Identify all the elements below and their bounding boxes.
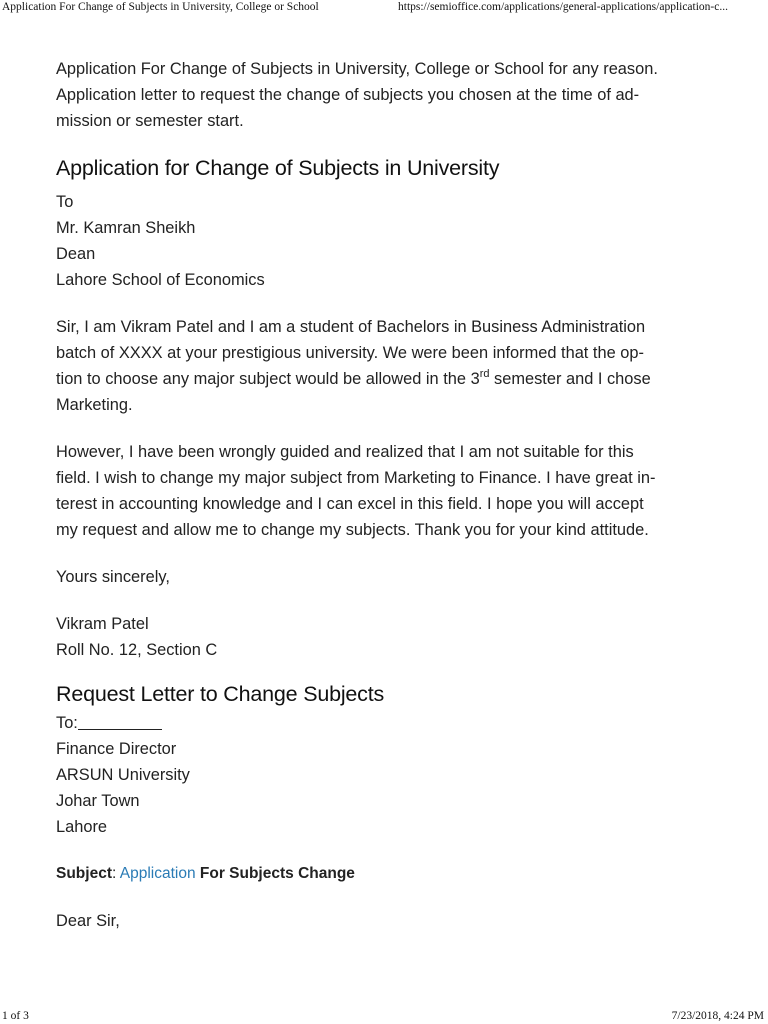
letter1-signature (56, 611, 716, 663)
address-line: Johar Town (56, 792, 140, 810)
body-line: semester and I chose (489, 370, 651, 388)
letter1-closing: Yours sincerely, (56, 568, 170, 586)
address-line: Finance Director (56, 740, 177, 758)
recipient-blank-line (78, 711, 162, 730)
body-line: terest in accounting knowledge and I can excel in this field. I hope you will accept (56, 495, 644, 513)
address-line: Lahore School of Economics (56, 271, 265, 289)
body-line: However, I have been wrongly guided and realized that I am not suitable for this (56, 443, 634, 461)
ordinal-superscript: rd (479, 368, 490, 380)
subject-application-link[interactable]: Application (119, 865, 196, 882)
signature-roll: Roll No. 12, Section C (56, 641, 218, 659)
to-label: To: (56, 714, 78, 732)
body-line: Sir, I am Vikram Patel and I am a student of Bachelors in Business Administration (56, 318, 646, 336)
letter2-address (56, 710, 716, 840)
article-content (56, 56, 716, 934)
intro-line: Application letter to request the change of subjects you chosen at the time of ad- (56, 86, 640, 104)
address-line: ARSUN University (56, 766, 190, 784)
intro-line: Application For Change of Subjects in University, College or School for any reason. (56, 60, 658, 78)
letter1-heading: Application for Change of Subjects in University (56, 156, 500, 180)
address-line: Dean (56, 245, 96, 263)
body-line: field. I wish to change my major subject from Marketing to Finance. I have great in- (56, 469, 656, 487)
letter1-body-paragraph-1 (56, 314, 716, 418)
letter1-body-paragraph-2 (56, 439, 716, 543)
body-line: Marketing. (56, 396, 133, 414)
intro-line: mission or semester start. (56, 112, 244, 130)
body-line: my request and allow me to change my subjects. Thank you for your kind attitude. (56, 521, 649, 539)
letter2-subject (56, 861, 716, 887)
print-header (0, 0, 768, 18)
print-header-url[interactable]: https://semioffice.com/applications/general-applications/application-c... (398, 1, 728, 13)
address-line: To (56, 193, 74, 211)
letter2-heading: Request Letter to Change Subjects (56, 682, 385, 706)
subject-rest: For Subjects Change (195, 865, 355, 882)
subject-colon: : (111, 865, 120, 882)
address-line: Mr. Kamran Sheikh (56, 219, 196, 237)
page-count: 1 of 3 (2, 1010, 29, 1022)
body-line: batch of XXXX at your prestigious university. We were been informed that the op- (56, 344, 644, 362)
intro-paragraph (56, 56, 716, 134)
subject-label: Subject (56, 865, 112, 882)
letter2-salutation: Dear Sir, (56, 912, 120, 930)
print-header-title: Application For Change of Subjects in University, College or School (2, 1, 319, 13)
print-footer (0, 1008, 768, 1024)
print-date: 7/23/2018, 4:24 PM (671, 1010, 764, 1022)
address-line: Lahore (56, 818, 108, 836)
body-line: tion to choose any major subject would be allowed in the 3 (56, 370, 480, 388)
letter1-address (56, 189, 716, 293)
signature-name: Vikram Patel (56, 615, 149, 633)
